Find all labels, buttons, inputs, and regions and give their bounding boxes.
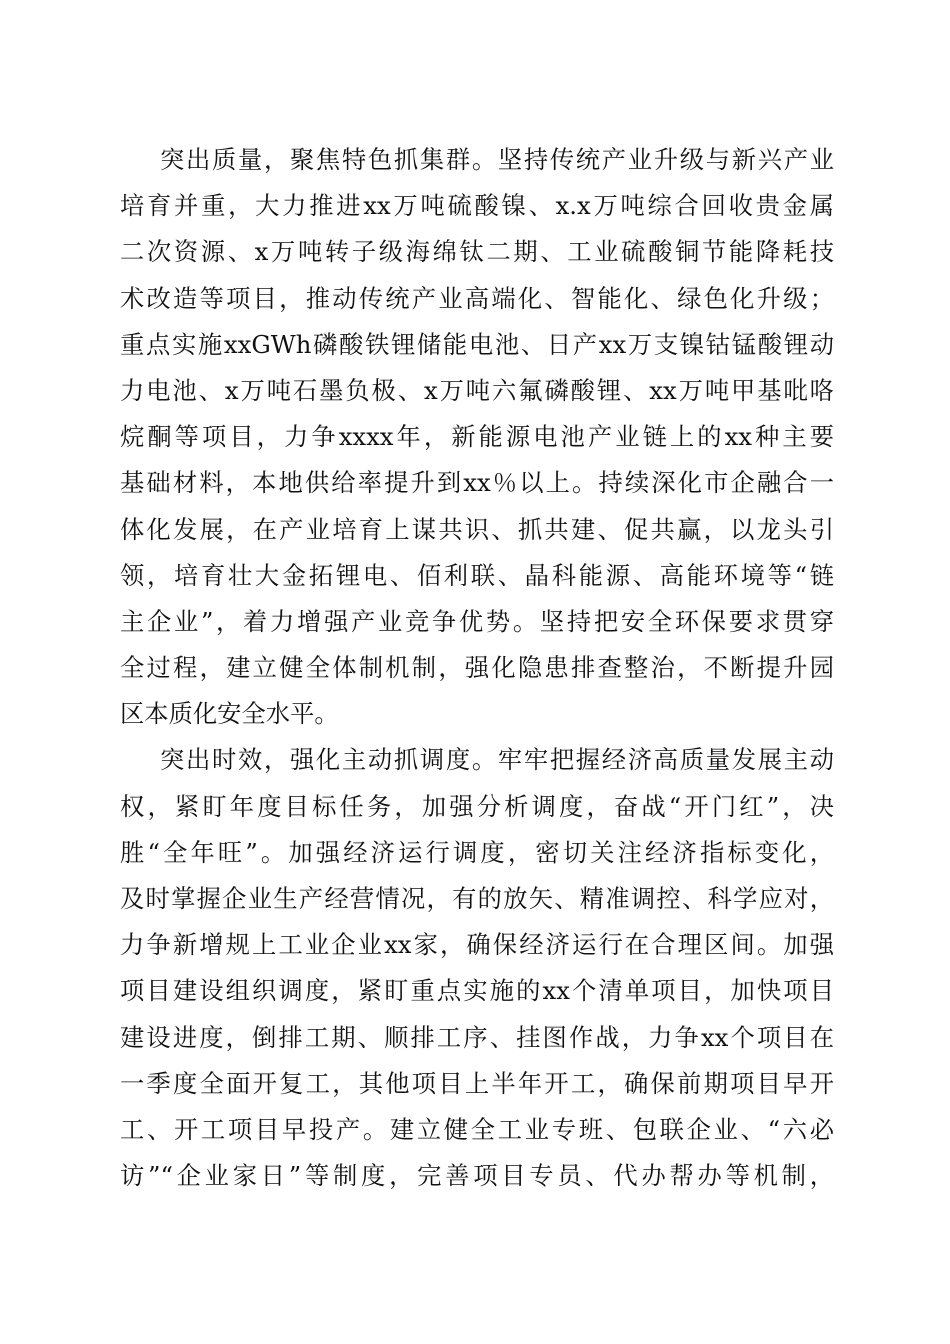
paragraph-industry-clusters (120, 137, 834, 737)
text-line: 突出时效，强化主动抓调度。牢牢把握经济高质量发展主动 (160, 745, 834, 775)
text-line: 术改造等项目，推动传统产业高端化、智能化、绿色化升级； (120, 283, 834, 313)
text-line: 及时掌握企业生产经营情况，有的放矢、精准调控、科学应对， (120, 884, 834, 913)
text-line: 项目建设组织调度，紧盯重点实施的xx个清单项目，加快项目 (120, 976, 834, 1006)
text-line: 工、开工项目早投产。建立健全工业专班、包联企业、“六必 (120, 1114, 834, 1144)
text-line: 体化发展，在产业培育上谋共识、抓共建、促共赢，以龙头引 (120, 514, 834, 544)
text-line: 领，培育壮大金拓锂电、佰利联、晶科能源、高能环境等“链 (120, 560, 834, 590)
paragraph-scheduling (120, 737, 834, 1199)
text-line: 权，紧盯年度目标任务，加强分析调度，奋战“开门红”，决 (120, 791, 834, 821)
text-line: 建设进度，倒排工期、顺排工序、挂图作战，力争xx个项目在 (120, 1022, 834, 1052)
text-line: 基础材料，本地供给率提升到xx％以上。持续深化市企融合一 (120, 468, 834, 498)
text-line: 力争新增规上工业企业xx家，确保经济运行在合理区间。加强 (120, 930, 834, 960)
text-line: 培育并重，大力推进xx万吨硫酸镍、x.x万吨综合回收贵金属 (120, 191, 834, 221)
text-line: 烷酮等项目，力争xxxx年，新能源电池产业链上的xx种主要 (120, 422, 834, 452)
text-line: 重点实施xxGWh磷酸铁锂储能电池、日产xx万支镍钴锰酸锂动 (120, 329, 834, 359)
text-line: 力电池、x万吨石墨负极、x万吨六氟磷酸锂、xx万吨甲基吡咯 (120, 375, 834, 405)
document-body (120, 137, 834, 1199)
text-line: 二次资源、x万吨转子级海绵钛二期、工业硫酸铜节能降耗技 (120, 237, 834, 267)
text-line: 访”“企业家日”等制度，完善项目专员、代办帮办等机制， (120, 1161, 834, 1191)
text-line: 区本质化安全水平。 (120, 699, 339, 729)
text-line: 突出质量，聚焦特色抓集群。坚持传统产业升级与新兴产业 (160, 145, 834, 174)
text-line: 全过程，建立健全体制机制，强化隐患排查整治，不断提升园 (120, 653, 834, 683)
text-line: 胜“全年旺”。加强经济运行调度，密切关注经济指标变化， (120, 837, 834, 867)
text-line: 主企业”，着力增强产业竞争优势。坚持把安全环保要求贯穿 (120, 606, 834, 636)
text-line: 一季度全面开复工，其他项目上半年开工，确保前期项目早开 (120, 1068, 834, 1098)
